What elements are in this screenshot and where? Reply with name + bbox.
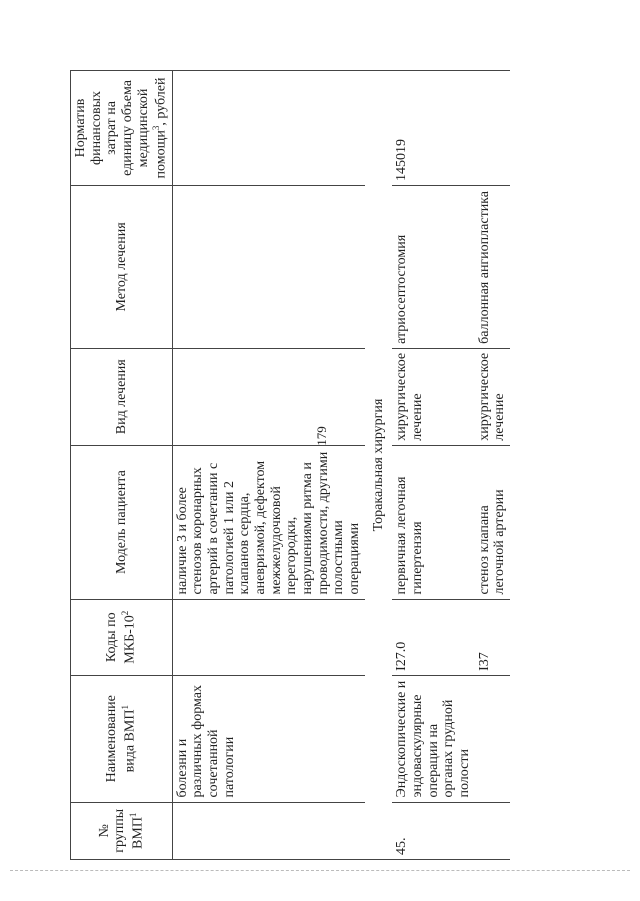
cell-norm xyxy=(475,71,510,186)
table-row xyxy=(172,71,365,860)
header-model: Модель пациента xyxy=(71,445,173,599)
cell-kind: хирургическое лечение xyxy=(475,348,510,445)
page-number: 179 xyxy=(313,426,329,446)
cell-method: баллонная ангиопластика xyxy=(475,185,510,348)
cell-group xyxy=(172,802,365,859)
table-header-row xyxy=(71,71,173,860)
cell-name: болезни и различных формах сочетанной патологии xyxy=(172,675,365,802)
cell-model: стеноз клапана легочной артерии xyxy=(475,445,510,599)
cell-norm: 145019 xyxy=(392,71,474,186)
cell-group xyxy=(475,802,510,859)
header-name: Наименование вида ВМП$^1$ xyxy=(71,675,173,802)
header-codes: Коды по МКБ-$10^2$ xyxy=(71,599,173,675)
header-method: Метод лечения xyxy=(71,185,173,348)
cell-model: наличие 3 и более стенозов коронарных артерий в сочетании с патологией 1 или 2 клапанов сердца, аневризмой, дефектом межжелудочковой перегородки, нарушениями ритма и проводимости, другими полостными операциями xyxy=(172,445,365,599)
rotated-table-container xyxy=(70,70,640,860)
cell-codes: I27.0 xyxy=(392,599,474,675)
section-row xyxy=(365,71,393,860)
cell-group: 45. xyxy=(392,802,474,859)
cell-codes xyxy=(172,599,365,675)
header-group: № группы ВМП$^1$ xyxy=(71,802,173,859)
vmp-table xyxy=(70,70,510,860)
section-title: Торакальная хирургия xyxy=(365,71,393,860)
table-row xyxy=(475,71,510,860)
header-kind: Вид лечения xyxy=(71,348,173,445)
cell-kind: хирургическое лечение xyxy=(392,348,474,445)
scan-bottom-line xyxy=(10,870,630,871)
table-row xyxy=(392,71,474,860)
cell-codes: I37 xyxy=(475,599,510,675)
cell-method: атриосептостомия xyxy=(392,185,474,348)
cell-kind xyxy=(172,348,365,445)
cell-method xyxy=(172,185,365,348)
header-norm: Норматив финансовых затрат на единицу объема медицинской помощи$^3$, рублей xyxy=(71,71,173,186)
cell-model: первичная легочная гипертензия xyxy=(392,445,474,599)
cell-name xyxy=(475,675,510,802)
cell-norm xyxy=(172,71,365,186)
cell-name: Эндоскопические и эндоваскулярные операции на органах грудной полости xyxy=(392,675,474,802)
